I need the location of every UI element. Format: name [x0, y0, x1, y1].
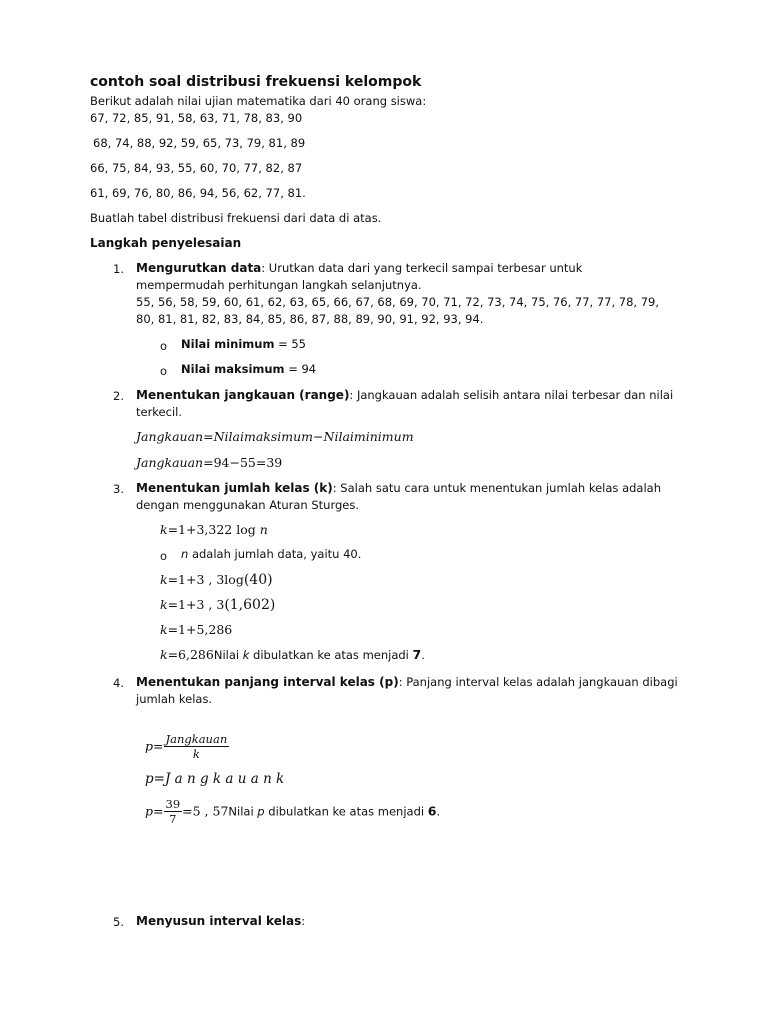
range-formula	[136, 429, 414, 444]
step-1-heading	[136, 261, 582, 275]
var-k: k	[160, 597, 168, 612]
intro-text: Berikut adalah nilai ujian matematika dari 40 orang siswa:	[90, 94, 427, 108]
min-value: = 55	[274, 337, 307, 351]
formula-term-max: Nilaimaksimum	[213, 429, 314, 444]
step-3-heading	[136, 481, 661, 495]
fraction-denominator: k	[192, 747, 200, 761]
step-4-desc-b: jumlah kelas.	[136, 692, 213, 706]
step-2-heading	[136, 388, 673, 402]
step-5-colon: :	[301, 914, 306, 928]
sturges-step-3	[160, 622, 232, 637]
var-p: p	[145, 738, 154, 754]
var-k: k	[242, 648, 250, 662]
var-n: n	[259, 522, 268, 537]
var-k: k	[160, 622, 168, 637]
sorted-data-line-1: 55, 56, 58, 59, 60, 61, 62, 63, 65, 66, 67, 68, 69, 70, 71, 72, 73, 74, 75, 76, 77, 77, 78, 79,	[136, 295, 660, 309]
step-5-title: Menyusun interval kelas	[136, 914, 302, 928]
formula-equals: =	[203, 429, 214, 444]
step-5-heading	[136, 914, 305, 928]
step-1-desc-a: : Urutkan data dari yang terkecil sampai terbesar untuk	[261, 261, 583, 275]
max-value-item	[181, 362, 316, 376]
step-number-3: 3.	[113, 482, 124, 496]
step-1-desc-b: mempermudah perhitungan langkah selanjutnya.	[136, 278, 422, 292]
formula-equals: =	[153, 803, 164, 819]
rounding-note: .	[421, 648, 425, 662]
step-number-2: 2.	[113, 389, 124, 403]
step-2-title: Menentukan jangkauan (range)	[136, 388, 350, 402]
formula-rhs: =5 , 57	[182, 803, 229, 819]
formula-equals: =	[153, 738, 164, 754]
step-1-title: Mengurutkan data	[136, 261, 262, 275]
formula-term-min: Nilaiminimum	[323, 429, 414, 444]
sturges-step-1	[160, 572, 273, 588]
bullet-icon: o	[160, 549, 168, 563]
step-4-desc-a: : Panjang interval kelas adalah jangkauan dibagi	[398, 675, 678, 689]
formula-rhs: =1+3 , 3log	[167, 572, 244, 587]
formula-lhs: Jangkauan	[136, 429, 204, 444]
step-3-title: Menentukan jumlah kelas (k)	[136, 481, 333, 495]
step-3-desc-a: : Salah satu cara untuk menentukan jumlah kelas adalah	[332, 481, 661, 495]
bullet-icon: o	[160, 339, 168, 353]
rounding-note: Nilai	[228, 804, 258, 819]
step-2-desc-a: : Jangkauan adalah selisih antara nilai terbesar dan nilai	[349, 388, 674, 402]
sorted-data-line-2: 80, 81, 81, 82, 83, 84, 85, 86, 87, 88, 89, 90, 91, 92, 93, 94.	[136, 312, 484, 326]
interval-formula-linear	[145, 771, 284, 787]
min-value-item	[181, 337, 306, 351]
var-p: p	[145, 803, 154, 819]
sturges-formula	[160, 522, 268, 537]
max-value: = 94	[284, 362, 317, 376]
formula-rhs: =1+3 , 3	[167, 597, 225, 612]
fraction	[164, 732, 230, 761]
var-p: p	[257, 804, 265, 819]
step-number-5: 5.	[113, 915, 124, 929]
rounding-note: dibulatkan ke atas menjadi	[264, 804, 428, 819]
fraction	[164, 797, 183, 826]
step-4-heading	[136, 675, 678, 689]
var-p: p	[145, 771, 154, 787]
var-n: n	[181, 547, 189, 561]
log-operator: log	[236, 522, 256, 537]
fraction-denominator: 7	[169, 812, 177, 826]
step-number-1: 1.	[113, 262, 124, 276]
var-k: k	[160, 647, 168, 662]
formula-minus: −	[313, 429, 324, 444]
formula-rhs: =6,286	[167, 647, 214, 662]
sturges-result	[160, 647, 425, 662]
document-title: contoh soal distribusi frekuensi kelompok	[90, 74, 422, 90]
range-calculation	[136, 455, 282, 470]
data-row-1: 67, 72, 85, 91, 58, 63, 71, 78, 83, 90	[90, 111, 303, 125]
max-label: Nilai maksimum	[181, 362, 285, 376]
interval-formula	[145, 732, 229, 761]
rounding-note: dibulatkan ke atas menjadi	[249, 648, 413, 662]
formula-rhs: =1+3,322	[167, 522, 233, 537]
rounding-note: .	[436, 804, 441, 819]
formula-equals: =	[153, 771, 165, 787]
formula-rhs: J a n g k a u a n k	[164, 771, 285, 787]
formula-argument: (40)	[243, 572, 273, 588]
formula-rhs: =1+5,286	[167, 622, 233, 637]
data-row-4: 61, 69, 76, 80, 86, 94, 56, 62, 77, 81.	[90, 186, 306, 200]
data-row-3: 66, 75, 84, 93, 55, 60, 70, 77, 82, 87	[90, 161, 303, 175]
bullet-icon: o	[160, 364, 168, 378]
data-row-2: 68, 74, 88, 92, 59, 65, 73, 79, 81, 89	[93, 136, 306, 150]
formula-lhs: Jangkauan	[136, 455, 204, 470]
rounding-note: Nilai	[213, 648, 243, 662]
formula-argument: (1,602)	[224, 597, 276, 613]
n-definition	[181, 547, 361, 561]
step-4-title: Menentukan panjang interval kelas (p)	[136, 675, 399, 689]
fraction-numerator: Jangkauan	[165, 732, 228, 746]
task-text: Buatlah tabel distribusi frekuensi dari data di atas.	[90, 211, 382, 225]
var-k: k	[160, 572, 168, 587]
var-k: k	[160, 522, 168, 537]
rounded-value: 7	[412, 647, 422, 662]
sturges-step-2	[160, 597, 275, 613]
formula-rhs: =94−55=39	[203, 455, 283, 470]
min-label: Nilai minimum	[181, 337, 275, 351]
step-3-desc-b: dengan menggunakan Aturan Sturges.	[136, 498, 360, 512]
step-2-desc-b: terkecil.	[136, 405, 183, 419]
rounded-value: 6	[427, 803, 437, 819]
n-definition-text: adalah jumlah data, yaitu 40.	[188, 547, 362, 561]
step-number-4: 4.	[113, 676, 124, 690]
steps-heading: Langkah penyelesaian	[90, 236, 242, 250]
fraction-numerator: 39	[165, 797, 181, 811]
interval-result	[145, 797, 440, 826]
